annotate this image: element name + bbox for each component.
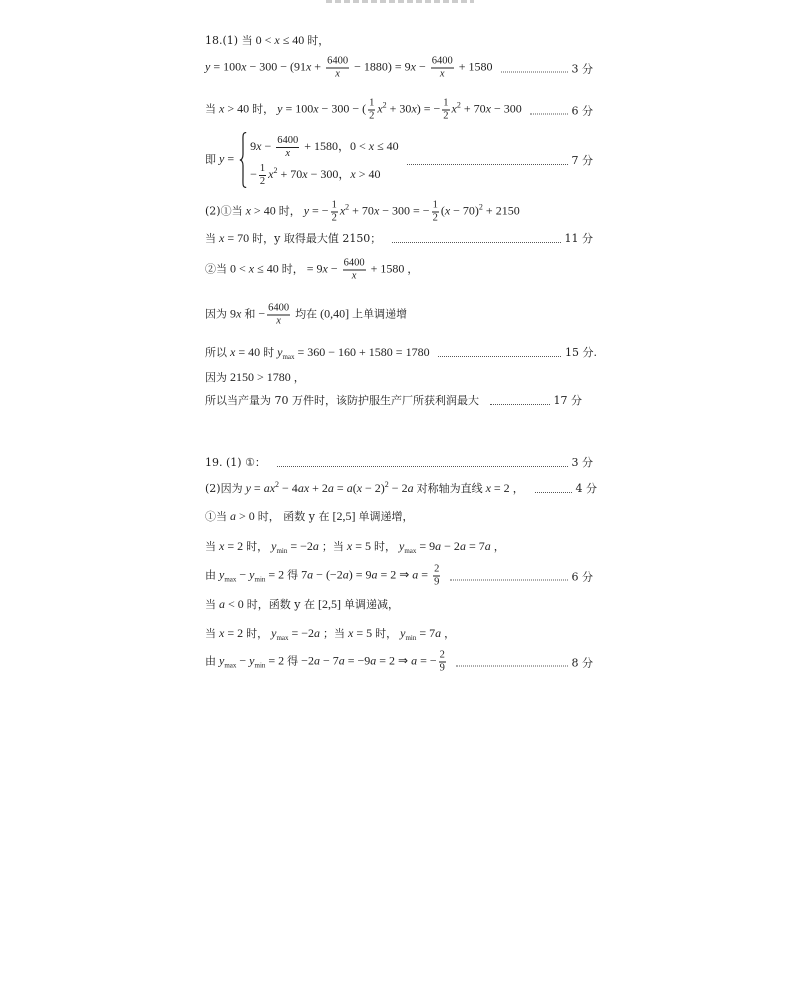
piecewise-function xyxy=(239,132,399,188)
math-variable: a xyxy=(314,626,321,640)
math-run: a > 0 xyxy=(230,509,255,523)
fraction-numerator: 1 xyxy=(443,97,449,109)
line-content xyxy=(205,564,442,589)
math-variable: x xyxy=(346,539,353,553)
fraction-numerator: 6400 xyxy=(327,55,349,67)
math-variable: a xyxy=(327,481,334,495)
q18-monotonic-reason xyxy=(205,303,593,328)
math-variable: x xyxy=(305,59,312,74)
fraction-numerator: 1 xyxy=(259,162,266,174)
math-variable: y xyxy=(277,345,283,359)
q18-conclusion xyxy=(205,392,582,408)
math-variable: x xyxy=(219,101,225,116)
q19-part2-axis-of-symmetry xyxy=(205,480,597,496)
fraction-denominator: 9 xyxy=(434,576,440,588)
dot-leader xyxy=(501,72,568,73)
math-run: 0 < x ≤ 40 xyxy=(255,33,305,47)
fraction-denominator: 9 xyxy=(439,662,445,674)
q18-compare-maxima xyxy=(205,369,593,385)
text-run: 由 xyxy=(205,654,216,668)
fraction-denominator xyxy=(431,69,454,81)
math-variable: x xyxy=(335,68,340,80)
math-variable: a xyxy=(346,481,353,495)
subscript: max xyxy=(276,634,289,642)
line-content xyxy=(205,258,421,283)
text-run: ；当 xyxy=(323,627,346,640)
fraction-numerator: 1 xyxy=(331,199,337,211)
math-variable: x xyxy=(268,167,274,181)
fraction xyxy=(431,56,454,81)
text-run: 因为 xyxy=(205,371,227,384)
dot-leader xyxy=(277,466,568,467)
math-variable: a xyxy=(407,481,414,495)
math-run: (x − 70) xyxy=(440,203,479,218)
text-run: 均在 xyxy=(295,307,318,321)
line-content xyxy=(205,392,482,408)
math-variable: a xyxy=(312,539,319,553)
line-content xyxy=(205,650,448,675)
piecewise-cases xyxy=(250,132,399,188)
line-content xyxy=(205,596,402,612)
math-run: = 9a − 2a = 7a xyxy=(416,539,491,553)
fraction xyxy=(259,163,266,188)
subscript: max xyxy=(404,547,417,555)
text-run: ， xyxy=(407,262,419,276)
fraction xyxy=(368,98,375,123)
q18-case1-max-value xyxy=(205,230,593,246)
text-run: (2)因为 xyxy=(205,482,243,495)
q19-case-a-negative-extrema xyxy=(205,625,593,641)
superscript: 2 xyxy=(273,166,278,175)
math-variable: x xyxy=(248,261,255,276)
subscript: min xyxy=(276,547,288,555)
q18-part2-case1-vertex-form xyxy=(205,200,593,225)
dot-leader xyxy=(530,114,568,115)
line-content xyxy=(205,56,493,81)
dot-leader xyxy=(450,580,567,581)
math-run: + 70x − 300 xyxy=(460,101,522,116)
q18-profit-formula-low xyxy=(205,56,593,81)
text-run: 对称轴为直线 xyxy=(416,482,483,495)
fraction-denominator xyxy=(343,271,366,283)
line-content xyxy=(205,480,527,496)
superscript: 2 xyxy=(382,100,387,110)
line-content xyxy=(205,200,520,225)
math-variable: x xyxy=(356,481,363,495)
math-variable: x xyxy=(274,33,280,47)
score-label: 8 分 xyxy=(571,656,593,669)
dot-leader xyxy=(438,356,561,357)
subscript: max xyxy=(282,353,295,361)
text-run: ②当 xyxy=(205,262,227,276)
q18-part2-case2-formula xyxy=(205,258,593,283)
math-variable: x xyxy=(485,481,491,495)
score-label: 3 分 xyxy=(571,62,593,75)
text-run: 当 xyxy=(205,627,216,640)
math-variable: y xyxy=(249,653,255,668)
q18-part1-case-condition xyxy=(205,32,593,48)
math-run: x = 70 xyxy=(219,231,250,245)
text-run: 得 xyxy=(287,568,299,582)
text-run: ①当 xyxy=(205,510,227,523)
math-run: (0,40] xyxy=(320,306,350,321)
score-label: 11 分 xyxy=(564,232,593,245)
line-content xyxy=(205,303,410,328)
math-variable: x xyxy=(348,626,354,640)
math-variable: x xyxy=(439,68,445,80)
text-run: (2)①当 xyxy=(205,204,243,218)
score-label: 6 分 xyxy=(571,570,593,583)
text-run: 时， 函数 y 在 xyxy=(257,510,330,523)
math-variable: x xyxy=(322,261,328,276)
math-variable: x xyxy=(351,270,357,282)
math-variable: x xyxy=(485,101,491,116)
text-run: ；当 xyxy=(321,540,344,553)
math-run: [2,5] xyxy=(318,597,341,611)
fraction-denominator xyxy=(326,69,349,81)
math-run: − y xyxy=(236,653,255,668)
math-run: + 2150 xyxy=(482,203,520,218)
text-run: 时， xyxy=(375,627,398,640)
math-run: = −2a xyxy=(288,626,321,640)
math-variable: x xyxy=(256,139,262,153)
math-run: y = ax xyxy=(245,481,276,495)
math-run: y = 100x − 300 − ( xyxy=(277,101,367,116)
math-run: x = 2 xyxy=(219,539,244,553)
piecewise-case xyxy=(250,160,399,188)
math-variable: a xyxy=(435,626,442,640)
text-run: 单调递减， xyxy=(344,598,399,611)
superscript: 2 xyxy=(384,480,389,489)
text-run: 时，y 取得最大值 2150； xyxy=(252,232,382,245)
dot-leader xyxy=(490,404,550,405)
text-run: 19. (1) ①： xyxy=(205,456,266,469)
math-run: x = 5 xyxy=(346,539,371,553)
math-variable: a xyxy=(313,653,320,668)
fraction xyxy=(343,258,366,283)
math-variable: a xyxy=(371,567,378,582)
superscript: 2 xyxy=(478,202,483,212)
cropped-header-fragment xyxy=(326,0,474,3)
dot-leader xyxy=(392,242,560,243)
fraction-numerator: 1 xyxy=(432,199,438,211)
q19-part1 xyxy=(205,454,593,470)
q19-case-a-positive-solution xyxy=(205,564,593,589)
math-run: − 1880) = 9x − xyxy=(351,59,429,74)
math-variable: x xyxy=(313,101,319,116)
fraction xyxy=(442,98,449,123)
math-variable: x xyxy=(451,101,457,116)
left-brace xyxy=(239,132,247,188)
math-run: − xyxy=(258,306,266,321)
math-variable: x xyxy=(377,101,383,116)
text-run: 所以 xyxy=(205,346,227,359)
math-variable: y xyxy=(205,59,211,74)
text-run: 单调递增， xyxy=(358,510,414,523)
math-run: + 30x) = − xyxy=(386,101,441,116)
text-run: 当 xyxy=(205,598,216,611)
fraction xyxy=(433,564,440,589)
math-variable: x xyxy=(350,167,356,181)
q18-piecewise-function xyxy=(205,132,593,188)
math-run: = 360 − 160 + 1580 = 1780 xyxy=(294,345,430,359)
math-run: x > 40 xyxy=(245,203,276,218)
math-run: y = 100x − 300 − (91x + xyxy=(205,59,325,74)
fraction-numerator: 2 xyxy=(439,649,445,661)
text-run: ， xyxy=(493,540,505,553)
math-variable: y xyxy=(398,539,405,553)
math-run: x = 5 xyxy=(348,626,373,640)
text-run: 即 xyxy=(205,152,216,166)
math-run: = 2 xyxy=(265,653,285,668)
dot-leader xyxy=(535,492,572,493)
dot-leader xyxy=(456,666,568,667)
subscript: min xyxy=(254,575,266,584)
math-variable: y xyxy=(277,101,283,116)
math-run: x = 2 xyxy=(219,626,244,640)
text-run: ， xyxy=(293,371,305,384)
fraction-numerator: 2 xyxy=(434,563,440,575)
math-variable: ax xyxy=(297,481,310,495)
score-label: 15 分. xyxy=(565,346,597,359)
math-variable: a xyxy=(459,539,466,553)
fraction-denominator xyxy=(267,316,290,328)
score-label: 4 分 xyxy=(575,482,597,495)
math-run: − 4ax + 2a = a(x − 2) xyxy=(279,481,385,495)
math-run: + 70x − 300 = − xyxy=(349,203,430,218)
fraction xyxy=(276,135,299,160)
fraction-numerator: 1 xyxy=(369,97,375,109)
fraction-numerator: 6400 xyxy=(431,55,453,67)
math-variable: x xyxy=(219,231,225,245)
math-run: x > 40 xyxy=(219,101,250,116)
fraction xyxy=(331,200,338,225)
text-run: 当 xyxy=(205,540,216,553)
math-variable: x xyxy=(285,147,291,159)
math-run: = 7a xyxy=(416,626,442,640)
math-variable: a xyxy=(484,539,491,553)
q18-case2-max-value xyxy=(205,344,597,360)
math-variable: y xyxy=(249,567,255,582)
math-variable: x xyxy=(302,167,308,181)
math-run: 7a − (−2a) = 9a = 2 ⇒ a = xyxy=(301,567,432,582)
math-run: y = xyxy=(219,151,238,166)
math-run: = −2a xyxy=(287,539,319,553)
line-content xyxy=(205,369,308,385)
fraction-denominator: 2 xyxy=(259,175,266,187)
math-variable: y xyxy=(219,653,225,668)
superscript: 2 xyxy=(275,480,280,489)
math-run: + 1580 xyxy=(455,59,493,74)
math-variable: y xyxy=(271,539,277,553)
math-variable: a xyxy=(342,567,349,582)
subscript: max xyxy=(224,575,237,584)
superscript: 2 xyxy=(345,202,350,212)
text-run: 得 xyxy=(287,654,299,668)
fraction-numerator: 6400 xyxy=(277,134,299,146)
math-variable: a xyxy=(307,567,314,582)
math-variable: y xyxy=(271,626,277,640)
math-variable: x xyxy=(411,101,417,116)
text-run: 时， xyxy=(252,102,275,116)
math-variable: y xyxy=(400,626,406,640)
math-run: [2,5] xyxy=(332,509,356,523)
math-variable: x xyxy=(219,626,225,640)
math-variable: x xyxy=(241,59,247,74)
math-run: + 1580，0 < x ≤ 40 xyxy=(301,139,399,153)
math-run: − y xyxy=(236,567,255,582)
q19-case-a-positive xyxy=(205,508,593,524)
math-run: −2a − 7a = −9a = 2 ⇒ a = − xyxy=(301,653,437,668)
math-variable: y xyxy=(219,567,225,582)
subscript: min xyxy=(254,661,266,670)
math-run: = 2 xyxy=(265,567,285,582)
subscript: max xyxy=(224,661,237,670)
q18-profit-formula-high xyxy=(205,98,593,123)
text-run: 时， xyxy=(307,34,330,47)
math-variable: y xyxy=(245,481,251,495)
superscript: 2 xyxy=(456,100,461,110)
dot-leader xyxy=(407,164,568,165)
math-variable: x xyxy=(373,203,380,218)
math-run: + 1580 xyxy=(367,261,405,276)
math-run: 9x xyxy=(230,306,242,321)
math-run: − 2a xyxy=(388,481,414,495)
text-run: 当 xyxy=(205,102,216,116)
math-variable: x xyxy=(368,139,375,153)
math-run: − xyxy=(250,167,257,181)
fraction-denominator: 2 xyxy=(432,212,438,224)
math-run: 9x − xyxy=(250,139,275,153)
math-variable: a xyxy=(411,653,418,668)
math-variable: a xyxy=(338,653,345,668)
text-run: 所以当产量为 70 万件时，该防护服生产厂所获利润最大 xyxy=(205,394,479,407)
math-run: x = 2 xyxy=(485,481,510,495)
line-content xyxy=(205,538,508,554)
fraction-denominator: 2 xyxy=(331,212,337,224)
text-run: 由 xyxy=(205,568,216,582)
text-run: 18.(1) 当 xyxy=(205,34,253,47)
fraction-numerator: 6400 xyxy=(268,302,290,314)
math-variable: x xyxy=(236,306,242,321)
line-content xyxy=(205,132,399,188)
q19-case-a-negative xyxy=(205,596,593,612)
line-content xyxy=(205,344,430,360)
math-variable: x xyxy=(444,203,451,218)
math-variable: ax xyxy=(263,481,276,495)
score-label: 17 分 xyxy=(553,394,582,407)
line-content xyxy=(205,32,332,48)
line-content xyxy=(205,508,417,524)
fraction xyxy=(439,650,446,675)
score-label: 6 分 xyxy=(571,104,593,117)
subscript: min xyxy=(405,634,417,642)
math-variable: x xyxy=(339,203,346,218)
math-run: 0 < x ≤ 40 xyxy=(230,261,279,276)
text-run: ， xyxy=(444,627,456,640)
text-run: 时， xyxy=(278,204,301,218)
math-run: + 70x − 300，x > 40 xyxy=(277,167,381,181)
math-variable: y xyxy=(219,151,225,166)
text-run: 时， xyxy=(281,262,304,276)
text-run: 当 xyxy=(205,232,216,245)
fraction xyxy=(326,56,349,81)
fraction-denominator: 2 xyxy=(443,110,449,122)
math-variable: y xyxy=(303,203,310,218)
fraction xyxy=(267,303,290,328)
line-content xyxy=(205,230,384,246)
score-label: 3 分 xyxy=(571,456,593,469)
score-label: 7 分 xyxy=(571,154,593,167)
text-run: 时，函数 y 在 xyxy=(246,598,315,611)
fraction-denominator: 2 xyxy=(369,110,375,122)
text-run: 时， xyxy=(373,540,396,553)
math-variable: a xyxy=(230,509,236,523)
math-variable: a xyxy=(370,653,377,668)
text-run: 时 xyxy=(263,346,275,359)
text-run: 时， xyxy=(246,627,269,640)
q19-case-a-negative-solution xyxy=(205,650,593,675)
line-content xyxy=(205,98,522,123)
math-variable: x xyxy=(245,203,251,218)
fraction-numerator: 6400 xyxy=(343,257,365,269)
math-variable: a xyxy=(219,597,225,611)
piecewise-case xyxy=(250,132,399,160)
text-run: 和 xyxy=(244,307,256,321)
text-run: ， xyxy=(512,482,524,495)
math-variable: x xyxy=(230,345,236,359)
math-run: x = 40 xyxy=(230,345,261,359)
math-run: a < 0 xyxy=(219,597,244,611)
math-variable: x xyxy=(276,315,281,327)
math-run: 2150 > 1780 xyxy=(230,370,291,384)
line-content xyxy=(205,625,458,641)
math-variable: a xyxy=(435,539,442,553)
text-run: 因为 xyxy=(205,307,227,321)
text-run: 上单调递增 xyxy=(352,307,408,321)
q19-case-a-positive-extrema xyxy=(205,538,593,554)
math-variable: x xyxy=(410,59,416,74)
math-run: y = − xyxy=(303,203,329,218)
math-variable: a xyxy=(412,567,419,582)
text-run: 时， xyxy=(246,540,269,553)
fraction xyxy=(432,200,439,225)
fraction-denominator xyxy=(276,148,299,160)
line-content xyxy=(205,454,269,470)
math-variable: x xyxy=(219,539,225,553)
math-run: = 9x − xyxy=(306,261,341,276)
